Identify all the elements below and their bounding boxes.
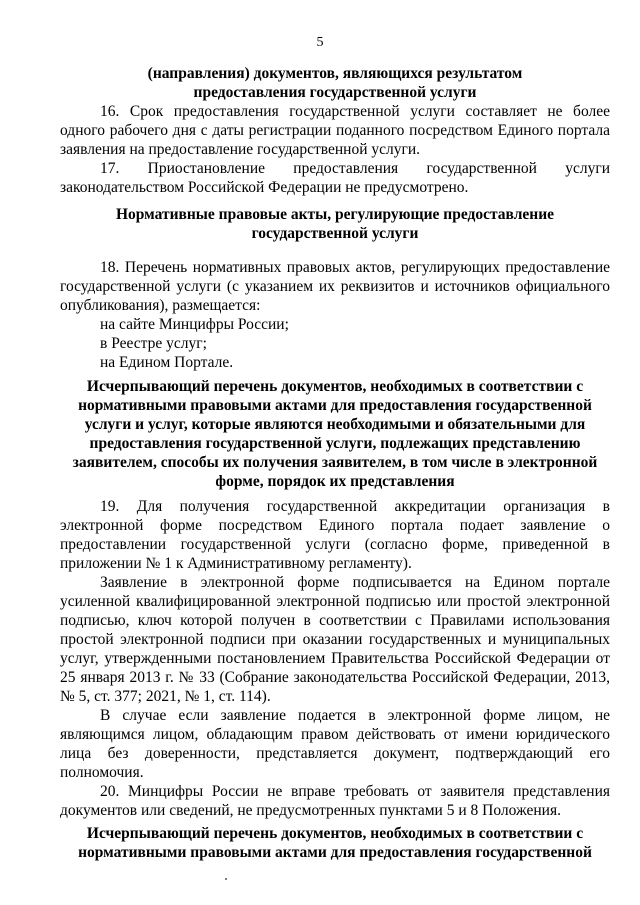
- paragraph-19-signature: Заявление в электронной форме подписывается на Едином портале усиленной квалифицированной электронной подписью или простой электронной подписью, ключ которой получен в соответствии с Правилами использования простой электронной подписи при оказании государственных и муниципальных услуг, утвержденными постановлением Правительства Российской Федерации от 25 января 2013 г. № 33 (Собрание законодательства Российской Федерации, 2013, № 5, ст. 377; 2021, № 1, ст. 114).: [60, 574, 610, 705]
- heading-documents-list: Исчерпывающий перечень документов, необходимых в соответствии с нормативными правовыми актами для предоставления государственной услуги и услуг, которые являются необходимыми и обязательными для предоставления государственной услуги, подлежащих представлению заявителем, способы их получения заявителем, в том числе в электронной форме, порядок их представления: [72, 378, 598, 490]
- paragraph-16: 16. Срок предоставления государственной услуги составляет не более одного рабочего дня с даты регистрации поданного посредством Единого портала заявления на предоставление государственной услуги.: [60, 103, 610, 158]
- section-legal-acts: [60, 205, 610, 243]
- section-19-20: [60, 497, 610, 820]
- paragraph-17: 17. Приостановление предоставления государственной услуги законодательством Российской Федерации не предусмотрено.: [60, 160, 610, 196]
- heading-legal-acts: Нормативные правовые акты, регулирующие предоставление государственной услуги: [115, 206, 555, 242]
- section-result-documents: [60, 64, 610, 197]
- page-number: 5: [316, 35, 324, 50]
- paragraph-18: 18. Перечень нормативных правовых актов, регулирующих предоставление государственной услуги (с указанием их реквизитов и источников официального опубликования), размещается:: [60, 259, 610, 314]
- heading-result-documents: (направления) документов, являющихся результатом предоставления государственной услуги: [147, 65, 523, 101]
- paragraph-19: 19. Для получения государственной аккредитации организация в электронной форме посредством Единого портала подает заявление о предоставлении государственной услуги (согласно форме, приведенной в приложении № 1 к Административному регламенту).: [60, 498, 610, 572]
- list-item-ministry-site: на сайте Минцифры России;: [100, 316, 289, 333]
- list-item-registry: в Реестре услуг;: [100, 335, 207, 352]
- section-documents-list-2: [60, 824, 610, 862]
- paragraph-19-authority: В случае если заявление подается в электронной форме лицом, не являющимся лицом, обладающим правом действовать от имени юридического лица без доверенности, представляется документ, подтверждающий его полномочия.: [60, 707, 610, 781]
- heading-documents-list-continued: Исчерпывающий перечень документов, необходимых в соответствии с нормативными правовыми актами для предоставления государственной: [78, 825, 592, 861]
- section-documents-list: [60, 377, 610, 491]
- section-18: [60, 258, 610, 372]
- paragraph-20: 20. Минцифры России не вправе требовать от заявителя представления документов или сведений, не предусмотренных пунктами 5 и 8 Положения.: [60, 783, 610, 819]
- list-item-portal: на Едином Портале.: [100, 354, 234, 371]
- scan-speck: [225, 878, 227, 880]
